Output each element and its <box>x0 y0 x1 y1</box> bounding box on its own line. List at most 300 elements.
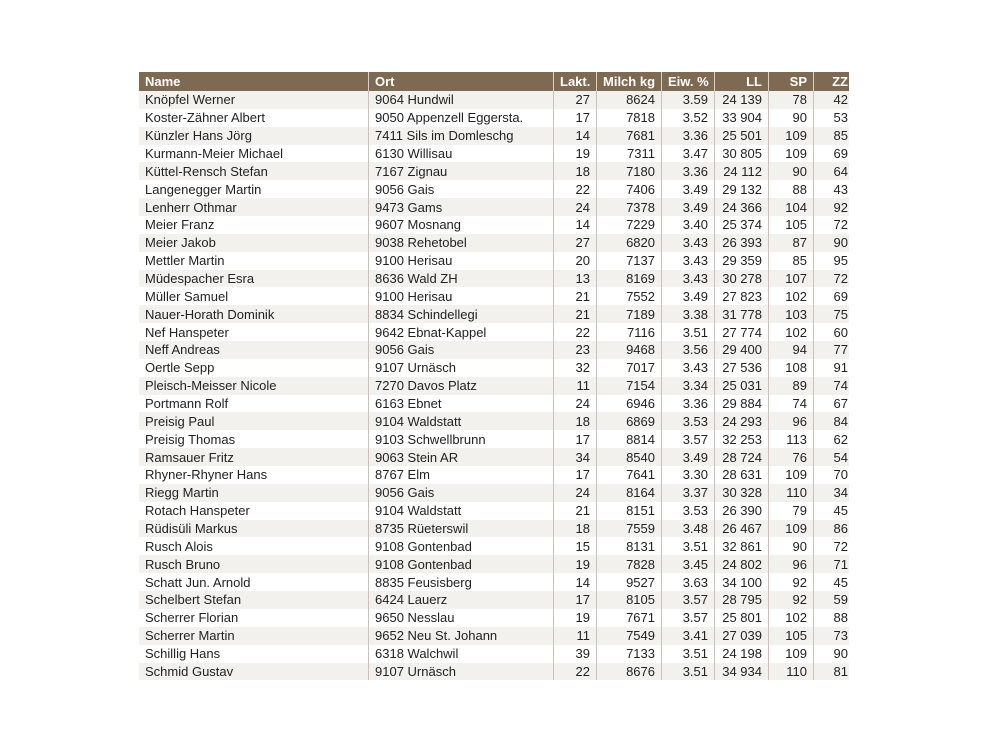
table-row <box>139 430 849 448</box>
cell-eiw-pct: 3.53 <box>662 502 715 520</box>
cell-name: Neff Andreas <box>139 341 369 359</box>
cell-milch-kg: 7641 <box>597 466 662 484</box>
cell-milch-kg: 7154 <box>597 377 662 395</box>
cell-name: Knöpfel Werner <box>139 91 369 109</box>
cell-name: Rusch Alois <box>139 537 369 555</box>
cell-milch-kg: 7229 <box>597 216 662 234</box>
cell-milch-kg: 7180 <box>597 162 662 180</box>
cell-eiw-pct: 3.63 <box>662 573 715 591</box>
cell-milch-kg: 6946 <box>597 395 662 413</box>
table-row <box>139 627 849 645</box>
cell-lakt: 24 <box>554 484 597 502</box>
cell-zz: 90 <box>814 234 850 252</box>
results-table <box>139 72 849 680</box>
table-row <box>139 466 849 484</box>
cell-milch-kg: 7137 <box>597 252 662 270</box>
cell-ort: 9104 Waldstatt <box>369 412 554 430</box>
cell-name: Schelbert Stefan <box>139 591 369 609</box>
table-row <box>139 180 849 198</box>
cell-ort: 7270 Davos Platz <box>369 377 554 395</box>
cell-zz: 75 <box>814 305 850 323</box>
table-row <box>139 216 849 234</box>
cell-ll: 25 501 <box>715 127 769 145</box>
cell-name: Meier Jakob <box>139 234 369 252</box>
cell-name: Müdespacher Esra <box>139 270 369 288</box>
column-header-lakt: Lakt. <box>554 72 597 91</box>
cell-milch-kg: 7828 <box>597 555 662 573</box>
cell-ll: 24 802 <box>715 555 769 573</box>
cell-milch-kg: 8151 <box>597 502 662 520</box>
cell-ort: 9642 Ebnat-Kappel <box>369 323 554 341</box>
cell-lakt: 21 <box>554 287 597 305</box>
cell-ll: 29 884 <box>715 395 769 413</box>
cell-zz: 85 <box>814 127 850 145</box>
table-row <box>139 377 849 395</box>
table-row <box>139 573 849 591</box>
cell-eiw-pct: 3.40 <box>662 216 715 234</box>
column-header-ll: LL <box>715 72 769 91</box>
cell-ll: 32 861 <box>715 537 769 555</box>
cell-sp: 113 <box>769 430 814 448</box>
cell-ll: 25 801 <box>715 609 769 627</box>
cell-name: Künzler Hans Jörg <box>139 127 369 145</box>
cell-ort: 6424 Lauerz <box>369 591 554 609</box>
table-row <box>139 591 849 609</box>
cell-name: Scherrer Florian <box>139 609 369 627</box>
cell-milch-kg: 7378 <box>597 198 662 216</box>
cell-lakt: 32 <box>554 359 597 377</box>
table-row <box>139 645 849 663</box>
table-row <box>139 109 849 127</box>
cell-lakt: 27 <box>554 234 597 252</box>
column-header-milch-kg: Milch kg <box>597 72 662 91</box>
cell-sp: 90 <box>769 109 814 127</box>
table-row <box>139 537 849 555</box>
results-table-container <box>139 72 849 687</box>
cell-ll: 26 467 <box>715 520 769 538</box>
cell-ll: 28 631 <box>715 466 769 484</box>
cell-ort: 9108 Gontenbad <box>369 537 554 555</box>
cell-name: Schillig Hans <box>139 645 369 663</box>
cell-zz: 86 <box>814 520 850 538</box>
cell-ort: 9103 Schwellbrunn <box>369 430 554 448</box>
cell-zz: 34 <box>814 484 850 502</box>
cell-name: Koster-Zähner Albert <box>139 109 369 127</box>
cell-sp: 92 <box>769 573 814 591</box>
cell-sp: 74 <box>769 395 814 413</box>
cell-sp: 96 <box>769 412 814 430</box>
cell-zz: 70 <box>814 466 850 484</box>
cell-milch-kg: 7116 <box>597 323 662 341</box>
cell-sp: 102 <box>769 323 814 341</box>
column-header-zz: ZZ <box>814 72 850 91</box>
table-row <box>139 145 849 163</box>
column-header-name: Name <box>139 72 369 91</box>
cell-eiw-pct: 3.51 <box>662 537 715 555</box>
cell-milch-kg: 7818 <box>597 109 662 127</box>
cell-zz: 42 <box>814 91 850 109</box>
cell-sp: 107 <box>769 270 814 288</box>
cell-name: Rüdisüli Markus <box>139 520 369 538</box>
table-row <box>139 520 849 538</box>
cell-zz: 92 <box>814 198 850 216</box>
cell-sp: 105 <box>769 216 814 234</box>
cell-eiw-pct: 3.36 <box>662 395 715 413</box>
cell-eiw-pct: 3.49 <box>662 287 715 305</box>
cell-lakt: 17 <box>554 109 597 127</box>
cell-name: Rhyner-Rhyner Hans <box>139 466 369 484</box>
cell-name: Schmid Gustav <box>139 663 369 681</box>
cell-ort: 8636 Wald ZH <box>369 270 554 288</box>
column-header-eiw-pct: Eiw. % <box>662 72 715 91</box>
cell-lakt: 24 <box>554 198 597 216</box>
cell-sp: 109 <box>769 145 814 163</box>
cell-zz: 77 <box>814 341 850 359</box>
cell-lakt: 14 <box>554 216 597 234</box>
cell-eiw-pct: 3.49 <box>662 180 715 198</box>
cell-ll: 24 139 <box>715 91 769 109</box>
cell-ll: 30 805 <box>715 145 769 163</box>
cell-ort: 7167 Zignau <box>369 162 554 180</box>
cell-eiw-pct: 3.57 <box>662 430 715 448</box>
cell-lakt: 11 <box>554 627 597 645</box>
cell-sp: 79 <box>769 502 814 520</box>
table-row <box>139 484 849 502</box>
cell-sp: 90 <box>769 162 814 180</box>
cell-lakt: 11 <box>554 377 597 395</box>
cell-sp: 109 <box>769 645 814 663</box>
cell-lakt: 18 <box>554 520 597 538</box>
cell-eiw-pct: 3.36 <box>662 162 715 180</box>
cell-ort: 9107 Urnäsch <box>369 663 554 681</box>
cell-ll: 30 278 <box>715 270 769 288</box>
table-row <box>139 609 849 627</box>
cell-zz: 74 <box>814 377 850 395</box>
cell-ort: 8735 Rüeterswil <box>369 520 554 538</box>
cell-sp: 90 <box>769 537 814 555</box>
cell-name: Nauer-Horath Dominik <box>139 305 369 323</box>
cell-ll: 34 934 <box>715 663 769 681</box>
cell-eiw-pct: 3.43 <box>662 252 715 270</box>
cell-milch-kg: 7017 <box>597 359 662 377</box>
cell-eiw-pct: 3.59 <box>662 91 715 109</box>
cell-zz: 90 <box>814 645 850 663</box>
table-row <box>139 252 849 270</box>
cell-lakt: 19 <box>554 555 597 573</box>
cell-eiw-pct: 3.43 <box>662 270 715 288</box>
cell-sp: 109 <box>769 520 814 538</box>
cell-ll: 24 293 <box>715 412 769 430</box>
cell-ll: 29 400 <box>715 341 769 359</box>
cell-eiw-pct: 3.43 <box>662 359 715 377</box>
cell-lakt: 17 <box>554 466 597 484</box>
cell-eiw-pct: 3.43 <box>662 234 715 252</box>
cell-sp: 108 <box>769 359 814 377</box>
cell-sp: 88 <box>769 180 814 198</box>
cell-ort: 9473 Gams <box>369 198 554 216</box>
cell-lakt: 21 <box>554 305 597 323</box>
cell-name: Mettler Martin <box>139 252 369 270</box>
cell-lakt: 19 <box>554 609 597 627</box>
cell-lakt: 13 <box>554 270 597 288</box>
cell-sp: 92 <box>769 591 814 609</box>
table-row <box>139 412 849 430</box>
cell-sp: 102 <box>769 287 814 305</box>
cell-ll: 25 031 <box>715 377 769 395</box>
cell-name: Preisig Paul <box>139 412 369 430</box>
cell-ll: 33 904 <box>715 109 769 127</box>
cell-eiw-pct: 3.49 <box>662 198 715 216</box>
cell-milch-kg: 7552 <box>597 287 662 305</box>
cell-milch-kg: 8624 <box>597 91 662 109</box>
cell-milch-kg: 8676 <box>597 663 662 681</box>
cell-ll: 28 795 <box>715 591 769 609</box>
cell-lakt: 22 <box>554 323 597 341</box>
table-row <box>139 198 849 216</box>
cell-name: Preisig Thomas <box>139 430 369 448</box>
cell-eiw-pct: 3.57 <box>662 591 715 609</box>
cell-sp: 110 <box>769 484 814 502</box>
cell-zz: 84 <box>814 412 850 430</box>
cell-zz: 69 <box>814 287 850 305</box>
cell-lakt: 20 <box>554 252 597 270</box>
cell-milch-kg: 7133 <box>597 645 662 663</box>
cell-eiw-pct: 3.51 <box>662 663 715 681</box>
cell-sp: 87 <box>769 234 814 252</box>
cell-eiw-pct: 3.48 <box>662 520 715 538</box>
cell-ll: 27 774 <box>715 323 769 341</box>
cell-zz: 72 <box>814 270 850 288</box>
cell-ort: 9050 Appenzell Eggersta. <box>369 109 554 127</box>
cell-ll: 32 253 <box>715 430 769 448</box>
cell-name: Rotach Hanspeter <box>139 502 369 520</box>
table-row <box>139 555 849 573</box>
cell-ort: 9100 Herisau <box>369 252 554 270</box>
table-row <box>139 234 849 252</box>
cell-ort: 6130 Willisau <box>369 145 554 163</box>
cell-lakt: 19 <box>554 145 597 163</box>
cell-milch-kg: 8169 <box>597 270 662 288</box>
cell-ll: 29 359 <box>715 252 769 270</box>
cell-ort: 8767 Elm <box>369 466 554 484</box>
cell-ort: 9056 Gais <box>369 180 554 198</box>
cell-milch-kg: 8164 <box>597 484 662 502</box>
cell-sp: 102 <box>769 609 814 627</box>
cell-zz: 54 <box>814 448 850 466</box>
cell-milch-kg: 6869 <box>597 412 662 430</box>
cell-ort: 9056 Gais <box>369 341 554 359</box>
cell-sp: 78 <box>769 91 814 109</box>
cell-ll: 34 100 <box>715 573 769 591</box>
cell-name: Schatt Jun. Arnold <box>139 573 369 591</box>
cell-eiw-pct: 3.51 <box>662 645 715 663</box>
cell-zz: 45 <box>814 502 850 520</box>
cell-zz: 95 <box>814 252 850 270</box>
cell-lakt: 18 <box>554 412 597 430</box>
cell-zz: 73 <box>814 627 850 645</box>
cell-eiw-pct: 3.36 <box>662 127 715 145</box>
cell-zz: 72 <box>814 537 850 555</box>
cell-ort: 8834 Schindellegi <box>369 305 554 323</box>
cell-milch-kg: 7559 <box>597 520 662 538</box>
cell-eiw-pct: 3.51 <box>662 323 715 341</box>
cell-name: Nef Hanspeter <box>139 323 369 341</box>
cell-milch-kg: 9468 <box>597 341 662 359</box>
cell-lakt: 23 <box>554 341 597 359</box>
cell-ll: 24 112 <box>715 162 769 180</box>
cell-ort: 9650 Nesslau <box>369 609 554 627</box>
cell-name: Scherrer Martin <box>139 627 369 645</box>
cell-eiw-pct: 3.45 <box>662 555 715 573</box>
cell-name: Ramsauer Fritz <box>139 448 369 466</box>
cell-milch-kg: 7549 <box>597 627 662 645</box>
cell-ort: 6163 Ebnet <box>369 395 554 413</box>
cell-milch-kg: 9527 <box>597 573 662 591</box>
cell-name: Kurmann-Meier Michael <box>139 145 369 163</box>
cell-zz: 60 <box>814 323 850 341</box>
column-header-ort: Ort <box>369 72 554 91</box>
table-row <box>139 663 849 681</box>
cell-ll: 29 132 <box>715 180 769 198</box>
cell-name: Portmann Rolf <box>139 395 369 413</box>
table-row <box>139 323 849 341</box>
cell-ort: 9108 Gontenbad <box>369 555 554 573</box>
table-header-row <box>139 72 849 91</box>
cell-eiw-pct: 3.56 <box>662 341 715 359</box>
cell-eiw-pct: 3.53 <box>662 412 715 430</box>
cell-name: Langenegger Martin <box>139 180 369 198</box>
cell-lakt: 14 <box>554 573 597 591</box>
cell-zz: 69 <box>814 145 850 163</box>
cell-eiw-pct: 3.38 <box>662 305 715 323</box>
cell-ll: 27 823 <box>715 287 769 305</box>
cell-zz: 59 <box>814 591 850 609</box>
table-row <box>139 305 849 323</box>
cell-sp: 94 <box>769 341 814 359</box>
cell-lakt: 17 <box>554 591 597 609</box>
cell-sp: 103 <box>769 305 814 323</box>
table-row <box>139 341 849 359</box>
cell-milch-kg: 7681 <box>597 127 662 145</box>
cell-lakt: 21 <box>554 502 597 520</box>
cell-zz: 91 <box>814 359 850 377</box>
cell-lakt: 18 <box>554 162 597 180</box>
table-row <box>139 359 849 377</box>
cell-zz: 81 <box>814 663 850 681</box>
cell-milch-kg: 8105 <box>597 591 662 609</box>
cell-milch-kg: 7406 <box>597 180 662 198</box>
cell-eiw-pct: 3.34 <box>662 377 715 395</box>
cell-ll: 31 778 <box>715 305 769 323</box>
cell-ort: 9607 Mosnang <box>369 216 554 234</box>
cell-eiw-pct: 3.52 <box>662 109 715 127</box>
table-row <box>139 287 849 305</box>
cell-eiw-pct: 3.30 <box>662 466 715 484</box>
column-header-sp: SP <box>769 72 814 91</box>
cell-eiw-pct: 3.57 <box>662 609 715 627</box>
cell-name: Riegg Martin <box>139 484 369 502</box>
cell-zz: 88 <box>814 609 850 627</box>
cell-lakt: 39 <box>554 645 597 663</box>
cell-name: Meier Franz <box>139 216 369 234</box>
cell-lakt: 24 <box>554 395 597 413</box>
cell-sp: 96 <box>769 555 814 573</box>
cell-name: Müller Samuel <box>139 287 369 305</box>
cell-sp: 109 <box>769 466 814 484</box>
cell-name: Küttel-Rensch Stefan <box>139 162 369 180</box>
cell-milch-kg: 8131 <box>597 537 662 555</box>
cell-eiw-pct: 3.47 <box>662 145 715 163</box>
cell-sp: 104 <box>769 198 814 216</box>
cell-ll: 26 390 <box>715 502 769 520</box>
cell-milch-kg: 7189 <box>597 305 662 323</box>
cell-ll: 28 724 <box>715 448 769 466</box>
cell-lakt: 27 <box>554 91 597 109</box>
cell-sp: 105 <box>769 627 814 645</box>
cell-name: Oertle Sepp <box>139 359 369 377</box>
cell-sp: 110 <box>769 663 814 681</box>
cell-ort: 9038 Rehetobel <box>369 234 554 252</box>
cell-milch-kg: 6820 <box>597 234 662 252</box>
cell-ll: 27 536 <box>715 359 769 377</box>
cell-eiw-pct: 3.49 <box>662 448 715 466</box>
cell-ort: 8835 Feusisberg <box>369 573 554 591</box>
cell-name: Lenherr Othmar <box>139 198 369 216</box>
table-row <box>139 395 849 413</box>
cell-ort: 6318 Walchwil <box>369 645 554 663</box>
cell-ll: 26 393 <box>715 234 769 252</box>
cell-milch-kg: 8814 <box>597 430 662 448</box>
cell-sp: 76 <box>769 448 814 466</box>
cell-sp: 85 <box>769 252 814 270</box>
cell-ll: 24 198 <box>715 645 769 663</box>
table-row <box>139 270 849 288</box>
cell-sp: 109 <box>769 127 814 145</box>
cell-ort: 7411 Sils im Domleschg <box>369 127 554 145</box>
cell-ort: 9063 Stein AR <box>369 448 554 466</box>
cell-ort: 9064 Hundwil <box>369 91 554 109</box>
cell-lakt: 22 <box>554 663 597 681</box>
cell-milch-kg: 7311 <box>597 145 662 163</box>
cell-zz: 53 <box>814 109 850 127</box>
cell-lakt: 34 <box>554 448 597 466</box>
cell-lakt: 17 <box>554 430 597 448</box>
cell-milch-kg: 8540 <box>597 448 662 466</box>
cell-ort: 9104 Waldstatt <box>369 502 554 520</box>
cell-ll: 25 374 <box>715 216 769 234</box>
cell-name: Rusch Bruno <box>139 555 369 573</box>
cell-ll: 24 366 <box>715 198 769 216</box>
table-body <box>139 91 849 680</box>
cell-zz: 62 <box>814 430 850 448</box>
cell-zz: 67 <box>814 395 850 413</box>
table-row <box>139 502 849 520</box>
cell-name: Pleisch-Meisser Nicole <box>139 377 369 395</box>
table-row <box>139 448 849 466</box>
cell-zz: 43 <box>814 180 850 198</box>
cell-zz: 72 <box>814 216 850 234</box>
cell-eiw-pct: 3.41 <box>662 627 715 645</box>
cell-ort: 9056 Gais <box>369 484 554 502</box>
table-row <box>139 127 849 145</box>
cell-milch-kg: 7671 <box>597 609 662 627</box>
table-row <box>139 162 849 180</box>
cell-lakt: 22 <box>554 180 597 198</box>
cell-ort: 9100 Herisau <box>369 287 554 305</box>
cell-lakt: 14 <box>554 127 597 145</box>
cell-sp: 89 <box>769 377 814 395</box>
cell-zz: 64 <box>814 162 850 180</box>
